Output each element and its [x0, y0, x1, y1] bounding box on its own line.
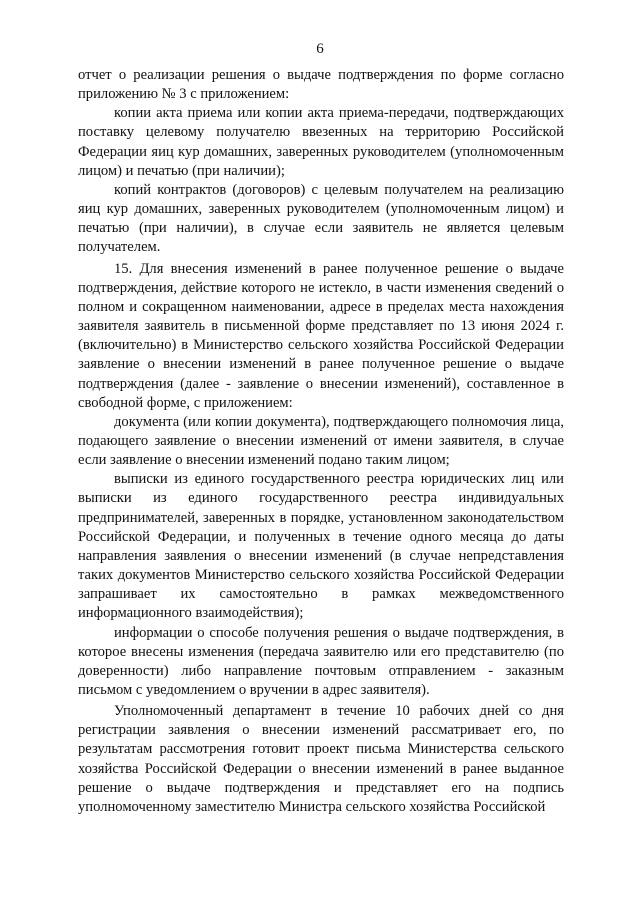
- paragraph-item-15: 15. Для внесения изменений в ранее полученное решение о выдаче подтверждения, действие которого не истекло, в части изменения сведений о полном и сокращенном наименовании, адресе в пределах места нахождения заявителя заявитель в письменной форме представляет по 13 июня 2024 г. (включительно) в Министерство сельского хозяйства Российской Федерации заявление о внесении изменений в ранее полученное решение о выдаче подтверждения (далее - заявление о внесении изменений), составленное в свободной форме, с приложением:: [78, 260, 564, 411]
- paragraph-acceptance-acts: копии акта приема или копии акта приема-передачи, подтверждающих поставку целевому получателю ввезенных на территорию Российской Федерации яиц кур домашних, заверенных руководителем (уполномоченным лицом) и печатью (при наличии);: [78, 105, 564, 179]
- paragraph-report: отчет о реализации решения о выдаче подтверждения по форме согласно приложению № 3 с приложением:: [78, 67, 564, 103]
- paragraph-contracts: копий контрактов (договоров) с целевым получателем на реализацию яиц кур домашних, заверенных руководителем (уполномоченным лицом) и печатью (при наличии), в случае если заявитель не является целевым получателем.: [78, 181, 564, 256]
- document-body: [78, 66, 564, 817]
- page-number: 6: [316, 41, 324, 57]
- paragraph-authority-document: документа (или копии документа), подтверждающего полномочия лица, подающего заявление о внесении изменений от имени заявителя, в случае если заявление о внесении изменений подано таким лицом;: [78, 413, 564, 469]
- paragraph-registry-extracts: выписки из единого государственного реестра юридических лиц или выписки из единого государственного реестра индивидуальных предпринимателей, заверенных в порядке, установленном законодательством Российской Федерации, и полученных в течение одного месяца до даты направления заявления о внесении изменений (в случае непредставления таких документов Министерство сельского хозяйства Российской Федерации запрашивает их самостоятельно в рамках межведомственного информационного взаимодействия);: [78, 471, 564, 622]
- paragraph-delivery-method: информации о способе получения решения о выдаче подтверждения, в которое внесены изменения (передача заявителю или его представителю (по доверенности) либо направление почтовым отправлением - заказным письмом с уведомлением о вручении в адрес заявителя).: [78, 624, 564, 698]
- paragraph-department-review: Уполномоченный департамент в течение 10 рабочих дней со дня регистрации заявления о внесении изменений рассматривает его, по результатам рассмотрения готовит проект письма Министерства сельского хозяйства Российской Федерации о внесении изменений в ранее выданное решение о выдаче подтверждения и представляет его на подпись уполномоченному заместителю Министра сельского хозяйства Российской: [78, 703, 564, 815]
